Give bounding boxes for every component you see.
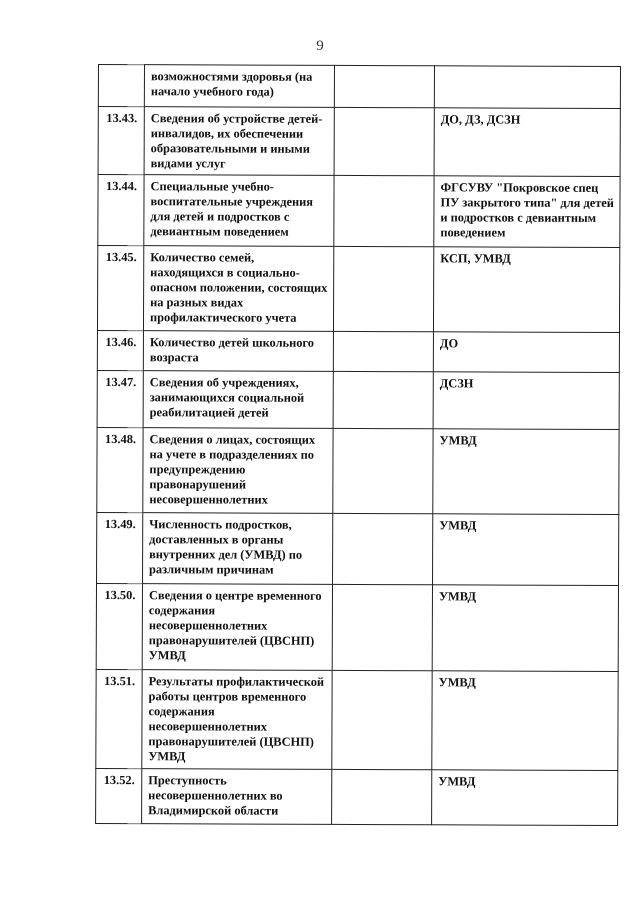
row-number: 13.45. (97, 246, 143, 331)
row-empty-cell (333, 246, 433, 331)
table-row (97, 427, 619, 514)
row-number: 13.47. (97, 370, 143, 427)
row-source: ФГСУВУ "Покровское спец ПУ закрытого типа" для детей и подростков с девиантным поведением (434, 176, 620, 248)
row-empty-cell (334, 175, 434, 246)
table-row (98, 65, 620, 109)
row-number: 13.44. (98, 175, 144, 246)
row-description: Сведения об устройстве детей-инвалидов, их обеспечении образовательными и иными видами услуг (144, 107, 334, 176)
row-empty-cell (333, 331, 433, 371)
row-source: УМВД (433, 429, 619, 515)
table-row (97, 370, 619, 429)
row-source: КСП, УМВД (433, 247, 619, 333)
row-number: 13.52. (96, 768, 142, 823)
row-number: 13.46. (97, 330, 143, 370)
row-number: 13.48. (97, 427, 143, 512)
row-source: ДО (433, 332, 619, 373)
row-description: Преступность несовершеннолетних во Владимирской области (142, 769, 332, 825)
table-row (96, 583, 618, 671)
page-number: 9 (316, 38, 324, 54)
table-row (97, 330, 619, 372)
row-empty-cell (332, 670, 432, 769)
table-row (96, 669, 618, 770)
table-row (98, 107, 620, 177)
row-description: возможностями здоровья (на начало учебного года) (144, 65, 334, 108)
row-empty-cell (334, 65, 434, 107)
row-empty-cell (333, 371, 433, 428)
row-description: Сведения о лицах, состоящих на учете в подразделениях по предупреждению правонарушений несовершеннолетних (143, 428, 333, 514)
row-number: 13.43. (98, 107, 144, 175)
row-number: 13.51. (96, 669, 142, 768)
row-empty-cell (334, 107, 434, 175)
row-source: ДО, ДЗ, ДСЗН (434, 108, 620, 177)
row-description: Количество семей, находящихся в социально-опасном положении, состоящих на разных видах профилактического учета (143, 246, 333, 332)
row-source: УМВД (432, 585, 618, 672)
row-source: ДСЗН (433, 372, 619, 430)
row-number: 13.49. (97, 512, 143, 583)
row-source (434, 66, 620, 109)
row-empty-cell (332, 769, 432, 824)
row-description: Количество детей школьного возраста (143, 331, 333, 372)
row-source: УМВД (433, 514, 619, 586)
table-row (97, 512, 619, 585)
table-row (97, 246, 619, 333)
row-description: Результаты профилактической работы центров временного содержания несовершеннолетних правонарушителей (ЦВСНП) УМВД (142, 670, 332, 770)
row-description: Сведения об учреждениях, занимающихся социальной реабилитацией детей (143, 371, 333, 429)
row-description: Численность подростков, доставленных в органы внутренних дел (УМВД) по различным причинам (143, 513, 333, 585)
data-sources-table (95, 64, 621, 826)
row-empty-cell (333, 513, 433, 584)
row-source: УМВД (432, 671, 618, 771)
row-description: Сведения о центре временного содержания несовершеннолетних правонарушителей (ЦВСНП) УМВД (142, 584, 332, 671)
row-empty-cell (332, 584, 432, 670)
table-row (96, 768, 618, 825)
row-empty-cell (333, 428, 433, 513)
row-number (98, 65, 144, 107)
row-description: Специальные учебно-воспитательные учреждения для детей и подростков с девиантным поведением (144, 175, 334, 247)
row-source: УМВД (432, 770, 618, 826)
table-row (98, 175, 620, 248)
row-number: 13.50. (96, 583, 142, 669)
